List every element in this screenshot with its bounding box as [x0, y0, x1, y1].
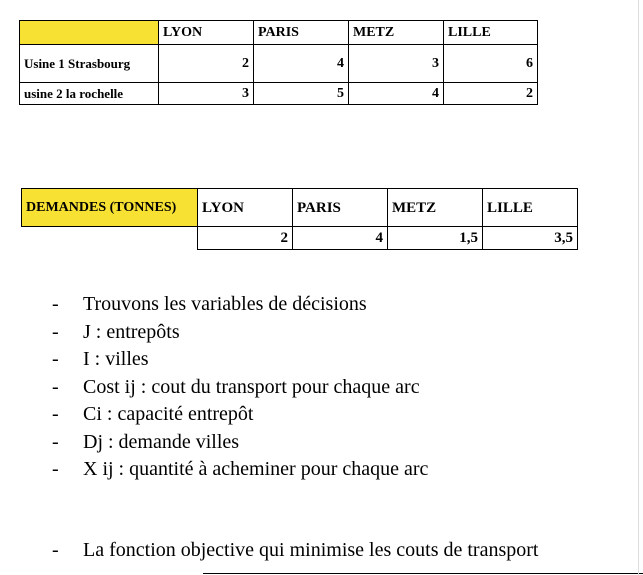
list-item [52, 429, 428, 457]
cost-cell: 6 [444, 45, 538, 83]
header-lyon: LYON [159, 21, 254, 45]
list-item [52, 291, 428, 319]
table-header-row [20, 21, 538, 45]
header-lille: LILLE [483, 189, 578, 227]
bullet-dash: - [52, 539, 59, 561]
list-item [52, 537, 538, 565]
row-label-usine-1: Usine 1 Strasbourg [20, 45, 159, 83]
bullet-dash: - [52, 430, 59, 453]
list-item-text: Trouvons les variables de décisions [83, 293, 367, 315]
empty-cell [22, 227, 198, 250]
cost-cell: 4 [349, 83, 444, 105]
list-item [52, 456, 428, 484]
cost-cell: 5 [254, 83, 349, 105]
page-edge [638, 0, 639, 575]
list-item-text: Cost ij : cout du transport pour chaque arc [83, 375, 420, 398]
bullet-dash: - [52, 320, 59, 343]
cost-cell: 3 [159, 83, 254, 105]
bullet-dash: - [52, 403, 59, 425]
list-item [52, 319, 428, 347]
header-lyon: LYON [198, 189, 293, 227]
demand-cell: 1,5 [388, 227, 483, 250]
list-item-text: X ij : quantité à acheminer pour chaque arc [83, 458, 429, 480]
list-item-text: Dj : demande villes [83, 430, 240, 453]
list-item-text: Ci : capacité entrepôt [83, 403, 254, 425]
demand-table [21, 188, 578, 250]
transport-costs-table [19, 20, 538, 105]
cost-cell: 2 [444, 83, 538, 105]
demand-cell: 2 [198, 227, 293, 250]
row-label-usine-2: usine 2 la rochelle [20, 83, 159, 105]
table-row [20, 83, 538, 105]
header-metz: METZ [349, 21, 444, 45]
divider [203, 573, 643, 574]
header-paris: PARIS [293, 189, 388, 227]
header-metz: METZ [388, 189, 483, 227]
header-corner-cell [20, 21, 159, 45]
table-row [20, 45, 538, 83]
cost-cell: 3 [349, 45, 444, 83]
objective-list [52, 537, 538, 565]
demand-label-cell: DEMANDES (TONNES) [22, 189, 198, 227]
list-item-text: J : entrepôts [83, 320, 180, 343]
decision-variables-list [52, 291, 428, 484]
list-item-text: I : villes [83, 348, 149, 370]
list-item [52, 346, 428, 374]
list-item [52, 401, 428, 429]
table-header-row [22, 189, 578, 227]
bullet-dash: - [52, 458, 59, 480]
list-item [52, 374, 428, 402]
header-paris: PARIS [254, 21, 349, 45]
cost-cell: 4 [254, 45, 349, 83]
demand-cell: 4 [293, 227, 388, 250]
list-item-text: La fonction objective qui minimise les couts de transport [83, 539, 539, 561]
table-row [22, 227, 578, 250]
demand-cell: 3,5 [483, 227, 578, 250]
cost-cell: 2 [159, 45, 254, 83]
bullet-dash: - [52, 293, 59, 315]
bullet-dash: - [52, 348, 59, 370]
header-lille: LILLE [444, 21, 538, 45]
bullet-dash: - [52, 375, 59, 398]
